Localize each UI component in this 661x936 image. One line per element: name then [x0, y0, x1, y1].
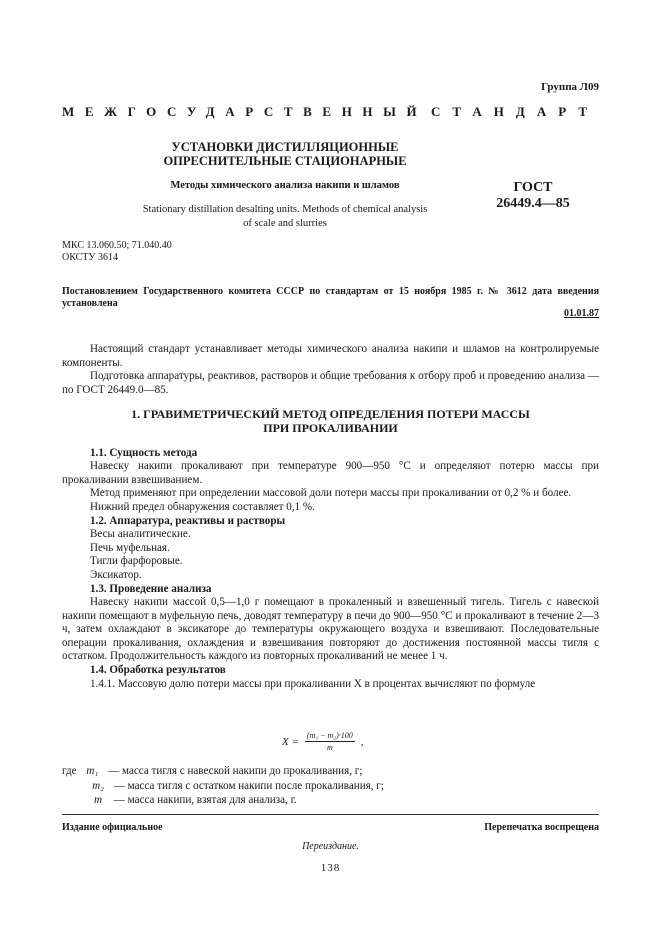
equipment-item: Тигли фарфоровые. [90, 555, 183, 568]
formula-fraction [305, 731, 355, 752]
legend-row-m2 [62, 779, 384, 794]
legend-where: где [62, 765, 77, 777]
page-number: 138 [320, 862, 341, 874]
title-line-2: ОПРЕСНИТЕЛЬНЫЕ СТАЦИОНАРНЫЕ [163, 154, 407, 168]
legend-row-m [62, 793, 384, 808]
main-body [62, 343, 599, 691]
formula-numerator: (m₁ − m₂)·100 [306, 731, 353, 740]
gost-number: 26449.4—85 [496, 196, 570, 211]
interstate-word: МЕЖГОСУДАРСТВЕННЫЙ [62, 104, 428, 119]
gost-designation [478, 180, 588, 212]
subsection-1-3-paragraph: Навеску накипи массой 0,5—1,0 г помещают в прокаленный и взвешенный тигель. Тигель с навеской накипи помещают в муфельную печь, доводят температуру в печи до 900—950 °С и прокаливают в течение 2—3 ч, затем охлаждают в эксикаторе до температуры окружающего воздуха и взвешивают. Последовательные операции прокаливания, охлаждения и взвешивания повторяют до достижения постоянной массы тигля с остатком. Продолжительность каждого из повторных прокаливаний не менее 1 ч. [62, 596, 599, 663]
equipment-item: Печь муфельная. [90, 541, 170, 554]
subsection-1-4-1-paragraph: 1.4.1. Массовую долю потери массы при прокаливании X в процентах вычисляют по формуле [90, 677, 536, 690]
interstate-standard-banner [62, 104, 599, 120]
formula-denominator: m [326, 743, 333, 752]
subsection-1-4-title: 1.4. Обработка результатов [90, 664, 226, 677]
intro-paragraph-1: Настоящий стандарт устанавливает методы химического анализа накипи и шламов на контролируемые компоненты. [62, 343, 599, 369]
title-line-1: УСТАНОВКИ ДИСТИЛЛЯЦИОННЫЕ [171, 140, 399, 154]
okstu-code: ОКСТУ 3614 [62, 252, 119, 263]
section-1-heading-line-2: ПРИ ПРОКАЛИВАНИИ [263, 420, 398, 435]
loss-on-ignition-formula [282, 731, 364, 752]
legend-symbol: m₁ [86, 765, 99, 777]
classification-codes [62, 240, 172, 264]
english-title [110, 203, 460, 231]
introduction-date: 01.01.87 [564, 308, 599, 319]
mks-code: МКС 13.060.50; 71.040.40 [62, 240, 172, 251]
subsection-1-1-title: 1.1. Сущность метода [90, 446, 198, 459]
subsection-1-1-paragraph-2: Метод применяют при определении массовой доли потери массы при прокаливании от 0,2 % и более. [90, 487, 572, 500]
official-edition-label: Издание официальное [62, 822, 163, 833]
legend-text: — масса тигля с навеской накипи до прокаливания, г; [108, 765, 363, 777]
republication-note: Переиздание. [302, 841, 359, 852]
legend-text: — масса накипи, взятая для анализа, г. [113, 794, 297, 806]
section-1-heading-line-1: 1. ГРАВИМЕТРИЧЕСКИЙ МЕТОД ОПРЕДЕЛЕНИЯ ПОТЕРИ МАССЫ [131, 407, 530, 422]
intro-paragraph-2: Подготовка аппаратуры, реактивов, растворов и общие требования к отбору проб и проведению анализа — по ГОСТ 26449.0—85. [62, 370, 599, 396]
legend-text: — масса тигля с остатком накипи после прокаливания, г; [113, 779, 384, 792]
formula-comma: , [360, 735, 364, 748]
decree-text: Постановлением Государственного комитета СССР по стандартам от 15 ноября 1985 г. № 3612 дата введения установлена [62, 286, 599, 309]
english-title-line-2: of scale and slurries [243, 218, 327, 229]
subsection-1-2-title: 1.2. Аппаратура, реактивы и растворы [90, 514, 286, 527]
section-1-heading [62, 408, 599, 435]
document-subtitle: Методы химического анализа накипи и шламов [170, 180, 400, 191]
standard-word: СТАНДАРТ [430, 104, 599, 119]
legend-symbol: m [93, 794, 102, 806]
formula-legend [62, 764, 384, 808]
equipment-item: Эксикатор. [90, 568, 142, 581]
legend-symbol: m₂ [92, 779, 104, 792]
subsection-1-3-title: 1.3. Проведение анализа [90, 582, 212, 595]
english-title-line-1: Stationary distillation desalting units. Methods of chemical analysis [142, 204, 428, 215]
formula-lhs: X = [282, 735, 299, 748]
group-code: Группа Л09 [541, 81, 599, 93]
document-title [100, 140, 470, 168]
legend-row-m1 [62, 764, 384, 779]
equipment-item: Весы аналитические. [90, 528, 191, 541]
footer-divider [62, 814, 599, 815]
subsection-1-1-paragraph-3: Нижний предел обнаружения составляет 0,1 %. [90, 500, 315, 513]
gost-label: ГОСТ [513, 180, 553, 195]
subsection-1-1-paragraph-1: Навеску накипи прокаливают при температуре 900—950 °С и определяют потерю массы при прокаливании взвешиванием. [62, 460, 599, 486]
reprint-forbidden-label: Перепечатка воспрещена [484, 822, 599, 833]
